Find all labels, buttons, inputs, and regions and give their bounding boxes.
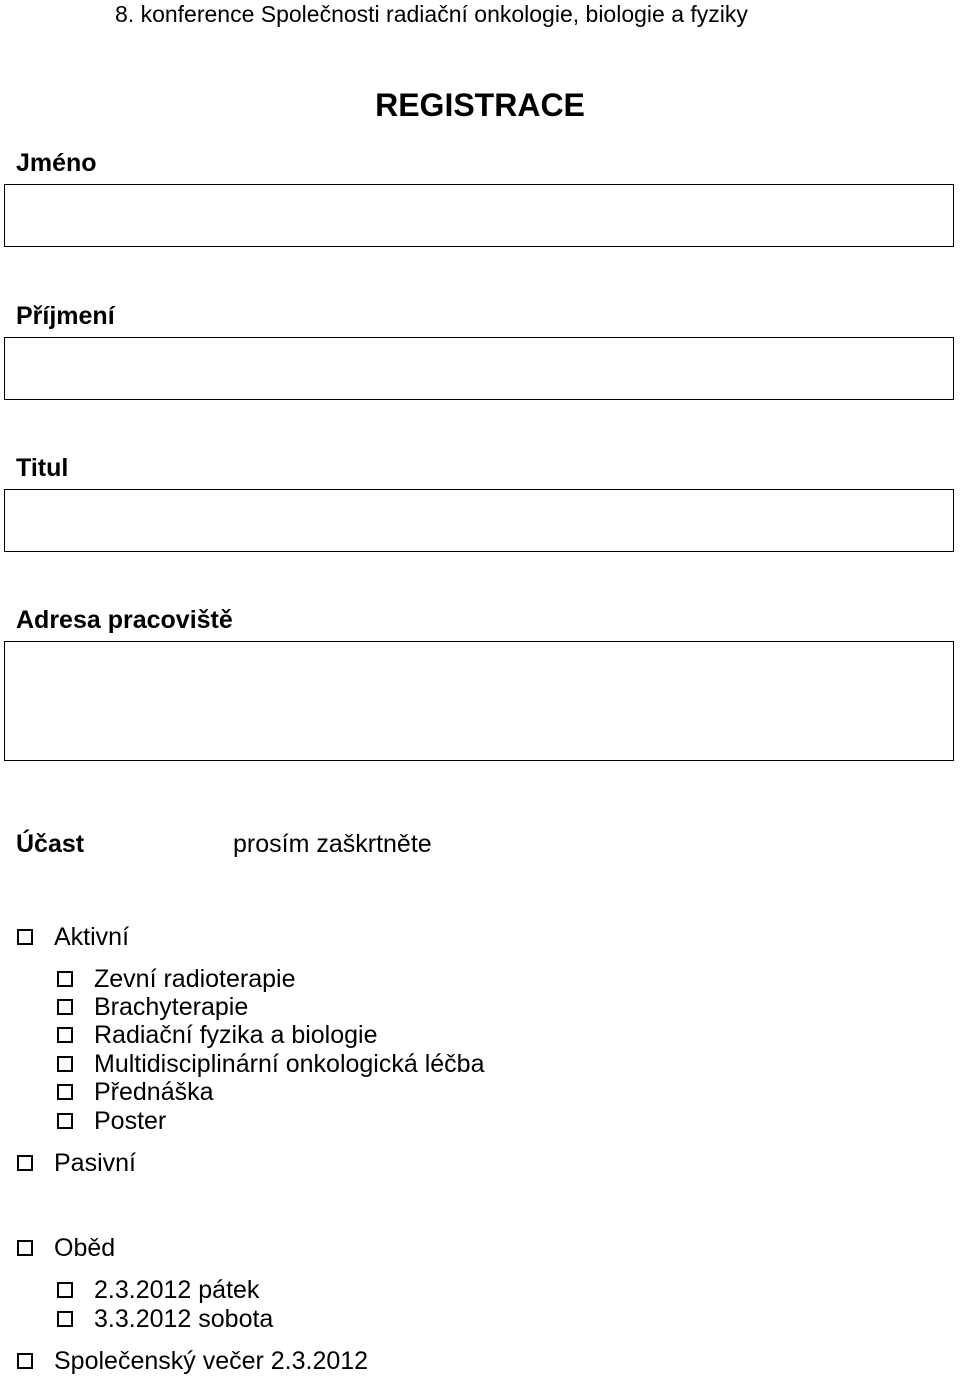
checkbox-icon[interactable] (17, 1155, 33, 1171)
option-label: Přednáška (94, 1078, 214, 1106)
option-label: 3.3.2012 sobota (94, 1305, 274, 1333)
degree-field[interactable] (4, 489, 954, 552)
checkbox-icon[interactable] (57, 971, 73, 987)
checkbox-icon[interactable] (17, 929, 33, 945)
lunch-checkbox-row[interactable] (17, 1234, 115, 1262)
check-hint: prosím zaškrtněte (233, 830, 432, 858)
checkbox-icon[interactable] (17, 1240, 33, 1256)
checkbox-icon[interactable] (57, 1084, 73, 1100)
checkbox-icon[interactable] (57, 1056, 73, 1072)
checkbox-icon[interactable] (57, 1113, 73, 1129)
address-label: Adresa pracoviště (16, 606, 233, 634)
active-label: Aktivní (54, 923, 130, 951)
passive-checkbox-row[interactable] (17, 1149, 136, 1177)
option-label: Brachyterapie (94, 993, 249, 1021)
social-evening-label: Společenský večer 2.3.2012 (54, 1347, 369, 1375)
registration-heading: REGISTRACE (375, 87, 585, 123)
option-label: Multidisciplinární onkologická léčba (94, 1050, 485, 1078)
option-lecture[interactable] (57, 1078, 214, 1106)
checkbox-icon[interactable] (57, 999, 73, 1015)
last-name-label: Příjmení (16, 302, 115, 330)
checkbox-icon[interactable] (57, 1027, 73, 1043)
conference-title: 8. konference Společnosti radiační onkologie, biologie a fyziky (115, 1, 748, 27)
option-label: 2.3.2012 pátek (94, 1276, 260, 1304)
option-brachytherapy[interactable] (57, 993, 248, 1021)
social-evening-checkbox-row[interactable] (17, 1347, 368, 1375)
option-label: Zevní radioterapie (94, 965, 296, 993)
degree-label: Titul (16, 454, 69, 482)
active-checkbox-row[interactable] (17, 923, 129, 951)
address-field[interactable] (4, 641, 954, 761)
lunch-option-friday[interactable] (57, 1276, 259, 1304)
option-multidisciplinary[interactable] (57, 1050, 484, 1078)
option-label: Radiační fyzika a biologie (94, 1021, 378, 1049)
option-radiation-physics[interactable] (57, 1021, 378, 1049)
option-poster[interactable] (57, 1107, 166, 1135)
checkbox-icon[interactable] (17, 1353, 33, 1369)
first-name-field[interactable] (4, 184, 954, 247)
lunch-option-saturday[interactable] (57, 1305, 273, 1333)
last-name-field[interactable] (4, 337, 954, 400)
option-external-radiotherapy[interactable] (57, 965, 296, 993)
checkbox-icon[interactable] (57, 1282, 73, 1298)
option-label: Poster (94, 1107, 167, 1135)
first-name-label: Jméno (16, 149, 97, 177)
checkbox-icon[interactable] (57, 1311, 73, 1327)
lunch-label: Oběd (54, 1234, 116, 1262)
passive-label: Pasivní (54, 1149, 136, 1177)
participation-label: Účast (16, 830, 85, 858)
